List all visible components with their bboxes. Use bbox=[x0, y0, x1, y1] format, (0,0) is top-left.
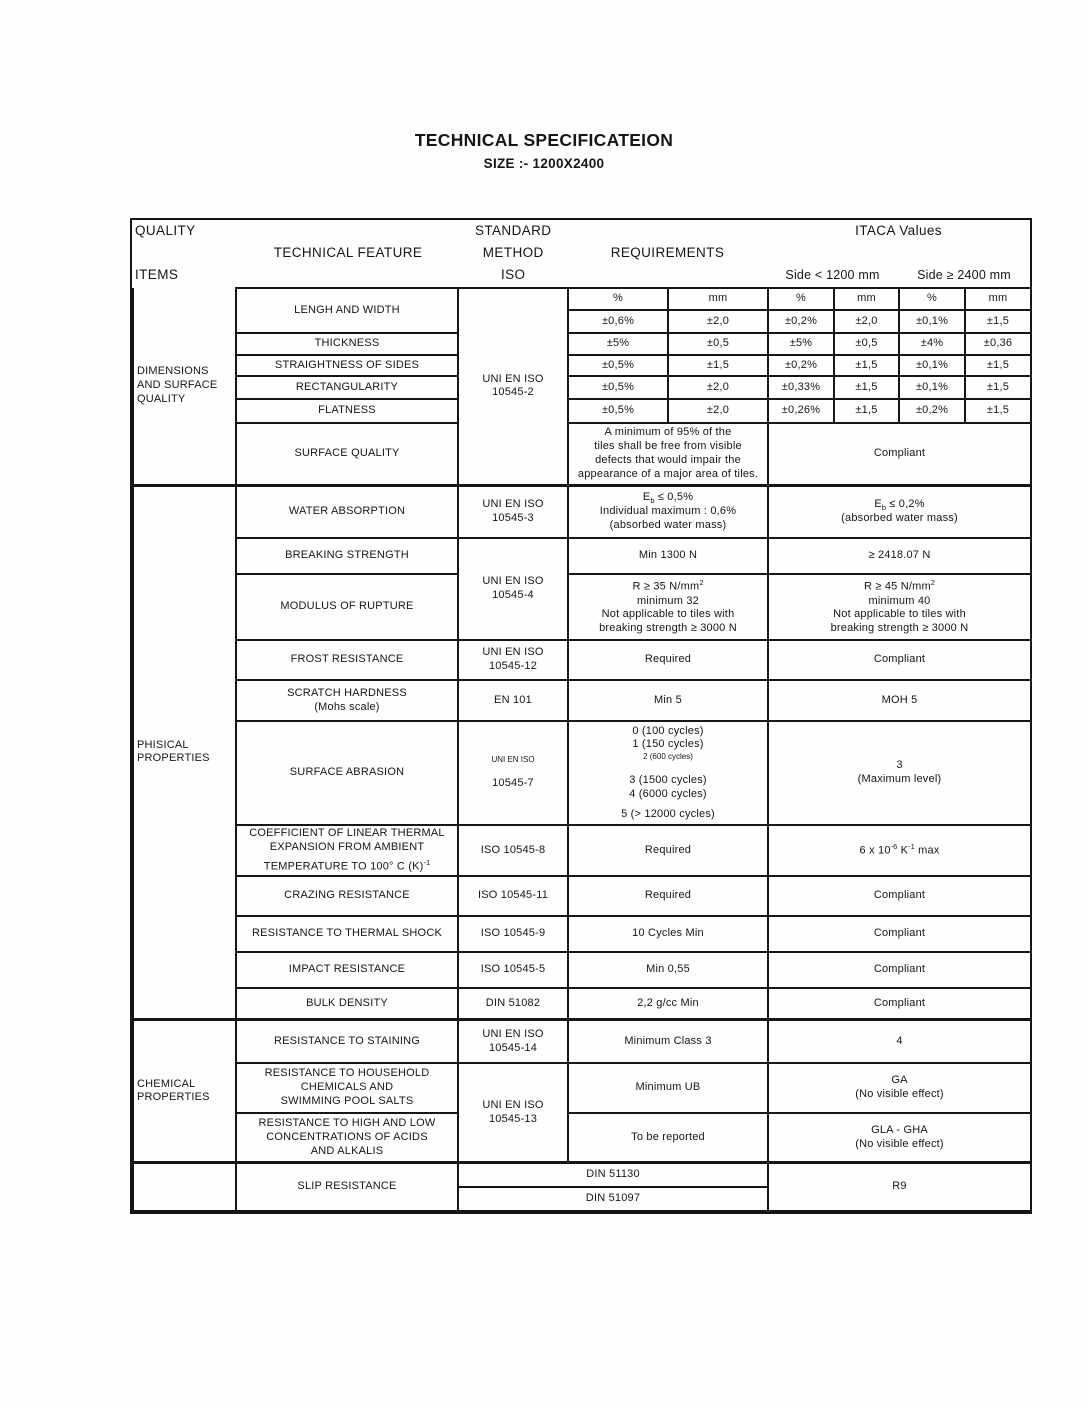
row-frost-resistance bbox=[133, 640, 1031, 680]
feature-cell-crazing: CRAZING RESISTANCE bbox=[236, 876, 458, 916]
abrasion-itaca-line1: 3 bbox=[896, 759, 903, 772]
header-side-labels bbox=[767, 264, 1030, 286]
header-method: METHOD bbox=[482, 245, 544, 260]
coeff-feature-line2: EXPANSION FROM AMBIENT bbox=[269, 840, 425, 853]
feature-cell-modulus: MODULUS OF RUPTURE bbox=[236, 574, 458, 640]
thermal-shock-requirement: 10 Cycles Min bbox=[568, 916, 768, 952]
row-surface-abrasion bbox=[133, 721, 1031, 825]
slip-std-din-51097: DIN 51097 bbox=[458, 1187, 768, 1211]
row-breaking-strength bbox=[133, 538, 1031, 574]
row-rectangularity bbox=[133, 376, 1031, 399]
header-spacer bbox=[568, 264, 767, 286]
std-cell-bulk-density: DIN 51082 bbox=[458, 988, 568, 1020]
std-cell-chemical-resistance: UNI EN ISO 10545-13 bbox=[458, 1063, 568, 1163]
length-itaca1-mm: ±2,0 bbox=[834, 310, 899, 333]
section-cell-phisical: PHISICAL PROPERTIES bbox=[133, 485, 236, 1020]
std-cell-abrasion bbox=[458, 721, 568, 825]
feature-cell-frost: FROST RESISTANCE bbox=[236, 640, 458, 680]
rectangularity-itaca2-mm: ±1,5 bbox=[965, 376, 1031, 399]
water-req-subscript: b bbox=[650, 495, 655, 505]
abrasion-req-line6: 5 (> 12000 cycles) bbox=[621, 807, 715, 820]
feature-cell-straightness: STRAIGHTNESS OF SIDES bbox=[236, 355, 458, 376]
row-thermal-shock bbox=[133, 916, 1031, 952]
feature-cell-slip-resistance: SLIP RESISTANCE bbox=[236, 1163, 458, 1211]
std-cell-breaking-modulus: UNI EN ISO 10545-4 bbox=[458, 538, 568, 640]
modulus-req-line3: Not applicable to tiles with bbox=[601, 608, 735, 621]
row-staining-resistance bbox=[133, 1020, 1031, 1063]
water-itaca-line1 bbox=[771, 498, 1028, 513]
unit-req-pct: % bbox=[568, 288, 668, 310]
feature-cell-bulk-density: BULK DENSITY bbox=[236, 988, 458, 1020]
abrasion-itaca-line2: (Maximum level) bbox=[857, 773, 942, 785]
header-spacer bbox=[135, 242, 238, 264]
header-requirements: REQUIREMENTS bbox=[610, 245, 725, 260]
water-itaca-e: E bbox=[874, 497, 882, 510]
abrasion-requirement bbox=[568, 721, 768, 825]
header-side-lt-1200: Side < 1200 mm bbox=[785, 268, 880, 282]
header-standard: STANDARD bbox=[474, 223, 552, 238]
row-impact-resistance bbox=[133, 952, 1031, 988]
water-req-line3: (absorbed water mass) bbox=[609, 519, 727, 532]
slip-std-din-51130: DIN 51130 bbox=[458, 1163, 768, 1187]
flatness-itaca2-pct: ±0,2% bbox=[899, 399, 965, 423]
header-quality: QUALITY bbox=[135, 223, 196, 238]
modulus-itaca-line1 bbox=[771, 578, 1028, 594]
modulus-req-line1 bbox=[571, 578, 765, 594]
household-itaca-line2: (No visible effect) bbox=[855, 1087, 944, 1100]
row-crazing-resistance bbox=[133, 876, 1031, 916]
row-water-absorption bbox=[133, 485, 1031, 538]
thickness-req-pct: ±5% bbox=[568, 333, 668, 355]
water-req-line2: Individual maximum : 0,6% bbox=[599, 505, 737, 518]
straightness-itaca1-pct: ±0,2% bbox=[768, 355, 834, 376]
rectangularity-req-pct: ±0,5% bbox=[568, 376, 668, 399]
water-itaca-subscript: b bbox=[881, 502, 887, 512]
row-household-chemicals bbox=[133, 1063, 1031, 1113]
household-chemicals-requirement: Minimum UB bbox=[568, 1063, 768, 1113]
modulus-itaca-base: R ≥ 45 N/mm bbox=[863, 580, 931, 593]
coeff-itaca-p3: max bbox=[914, 844, 940, 857]
feature-cell-thermal-shock: RESISTANCE TO THERMAL SHOCK bbox=[236, 916, 458, 952]
section-cell-chemical: CHEMICAL PROPERTIES bbox=[133, 1020, 236, 1163]
water-absorption-itaca bbox=[768, 485, 1031, 538]
surface-quality-requirement: A minimum of 95% of the tiles shall be free from visible defects that would impair the appearance of a major area of tiles. bbox=[568, 423, 768, 485]
header-spacer bbox=[238, 220, 459, 242]
thickness-itaca2-pct: ±4% bbox=[899, 333, 965, 355]
abrasion-req-line2: 1 (150 cycles) bbox=[632, 738, 704, 751]
coeff-itaca-exp2: -1 bbox=[908, 842, 915, 852]
frost-requirement: Required bbox=[568, 640, 768, 680]
thickness-itaca1-mm: ±0,5 bbox=[834, 333, 899, 355]
std-cell-scratch: EN 101 bbox=[458, 680, 568, 721]
coeff-feature-exponent: -1 bbox=[423, 857, 431, 867]
water-req-rest: ≤ 0,5% bbox=[654, 490, 694, 503]
coeff-feature-line3 bbox=[239, 858, 455, 874]
row-modulus-of-rupture bbox=[133, 574, 1031, 640]
feature-cell-surface-quality: SURFACE QUALITY bbox=[236, 423, 458, 485]
feature-cell-breaking-strength: BREAKING STRENGTH bbox=[236, 538, 458, 574]
water-req-line1 bbox=[571, 491, 765, 506]
row-flatness bbox=[133, 399, 1031, 423]
coeff-feature-line1: COEFFICIENT OF LINEAR THERMAL bbox=[249, 827, 445, 839]
coeff-itaca-exp1: -6 bbox=[890, 842, 898, 852]
coeff-feature-base: TEMPERATURE TO 100° C (K) bbox=[263, 860, 424, 873]
household-itaca-line1: GA bbox=[891, 1074, 908, 1087]
acids-alkalis-itaca bbox=[768, 1113, 1031, 1163]
thickness-itaca1-pct: ±5% bbox=[768, 333, 834, 355]
header-spacer bbox=[568, 220, 767, 242]
impact-requirement: Min 0,55 bbox=[568, 952, 768, 988]
abrasion-req-line1: 0 (100 cycles) bbox=[632, 724, 704, 737]
abrasion-std-number: 10545-7 bbox=[492, 777, 534, 790]
household-chemicals-itaca bbox=[768, 1063, 1031, 1113]
row-bulk-density bbox=[133, 988, 1031, 1020]
straightness-req-mm: ±1,5 bbox=[668, 355, 768, 376]
header-col-itaca bbox=[767, 220, 1030, 287]
abrasion-std-name: UNI EN ISO bbox=[491, 755, 535, 765]
header-itaca-values: ITACA Values bbox=[855, 223, 942, 238]
flatness-itaca2-mm: ±1,5 bbox=[965, 399, 1031, 423]
std-cell-frost: UNI EN ISO 10545-12 bbox=[458, 640, 568, 680]
rectangularity-itaca1-pct: ±0,33% bbox=[768, 376, 834, 399]
water-req-e: E bbox=[642, 490, 651, 503]
thermal-expansion-requirement: Required bbox=[568, 825, 768, 876]
header-spacer bbox=[767, 242, 1030, 264]
feature-cell-thermal-expansion bbox=[236, 825, 458, 876]
std-cell-crazing: ISO 10545-11 bbox=[458, 876, 568, 916]
water-absorption-requirement bbox=[568, 485, 768, 538]
header-col-requirements bbox=[568, 220, 767, 287]
feature-cell-length-width: LENGH AND WIDTH bbox=[236, 288, 458, 333]
header-col-quality-items bbox=[132, 220, 238, 287]
unit-itaca1-mm: mm bbox=[834, 288, 899, 310]
document-subtitle: SIZE :- 1200X2400 bbox=[483, 156, 605, 171]
acids-alkalis-requirement: To be reported bbox=[568, 1113, 768, 1163]
row-thermal-expansion bbox=[133, 825, 1031, 876]
modulus-req-exponent: 2 bbox=[699, 578, 704, 588]
flatness-req-mm: ±2,0 bbox=[668, 399, 768, 423]
feature-cell-rectangularity: RECTANGULARITY bbox=[236, 376, 458, 399]
std-cell-staining: UNI EN ISO 10545-14 bbox=[458, 1020, 568, 1063]
modulus-itaca-line2: minimum 40 bbox=[868, 594, 931, 607]
bulk-density-requirement: 2,2 g/cc Min bbox=[568, 988, 768, 1020]
thickness-itaca2-mm: ±0,36 bbox=[965, 333, 1031, 355]
abrasion-req-line3: 2 (600 cycles) bbox=[643, 752, 693, 762]
table-header bbox=[132, 220, 1030, 287]
flatness-req-pct: ±0,5% bbox=[568, 399, 668, 423]
straightness-itaca2-mm: ±1,5 bbox=[965, 355, 1031, 376]
header-spacer bbox=[238, 264, 459, 286]
acids-itaca-line1: GLA - GHA bbox=[871, 1123, 928, 1136]
unit-itaca2-mm: mm bbox=[965, 288, 1031, 310]
row-slip-resistance-1 bbox=[133, 1163, 1031, 1187]
unit-itaca2-pct: % bbox=[899, 288, 965, 310]
abrasion-itaca bbox=[768, 721, 1031, 825]
unit-itaca1-pct: % bbox=[768, 288, 834, 310]
feature-cell-scratch bbox=[236, 680, 458, 721]
coeff-itaca-p1: 6 x 10 bbox=[859, 844, 891, 857]
header-col-technical-feature bbox=[238, 220, 459, 287]
length-req-mm: ±2,0 bbox=[668, 310, 768, 333]
rectangularity-itaca2-pct: ±0,1% bbox=[899, 376, 965, 399]
modulus-itaca bbox=[768, 574, 1031, 640]
feature-cell-flatness: FLATNESS bbox=[236, 399, 458, 423]
scratch-feature-line1: SCRATCH HARDNESS bbox=[287, 686, 407, 699]
std-cell-impact: ISO 10545-5 bbox=[458, 952, 568, 988]
impact-itaca: Compliant bbox=[768, 952, 1031, 988]
row-acids-alkalis bbox=[133, 1113, 1031, 1163]
frost-itaca: Compliant bbox=[768, 640, 1031, 680]
header-technical-feature: TECHNICAL FEATURE bbox=[273, 245, 423, 260]
modulus-req-line4: breaking strength ≥ 3000 N bbox=[599, 622, 737, 635]
feature-cell-impact: IMPACT RESISTANCE bbox=[236, 952, 458, 988]
scratch-itaca: MOH 5 bbox=[768, 680, 1031, 721]
modulus-itaca-line3: Not applicable to tiles with bbox=[833, 608, 966, 621]
breaking-strength-itaca: ≥ 2418.07 N bbox=[768, 538, 1031, 574]
std-cell-thermal-expansion: ISO 10545-8 bbox=[458, 825, 568, 876]
modulus-req-line2: minimum 32 bbox=[637, 594, 699, 607]
straightness-itaca1-mm: ±1,5 bbox=[834, 355, 899, 376]
bulk-density-itaca: Compliant bbox=[768, 988, 1031, 1020]
length-itaca1-pct: ±0,2% bbox=[768, 310, 834, 333]
unit-req-mm: mm bbox=[668, 288, 768, 310]
slip-itaca: R9 bbox=[768, 1163, 1031, 1211]
thermal-shock-itaca: Compliant bbox=[768, 916, 1031, 952]
std-cell-thermal-shock: ISO 10545-9 bbox=[458, 916, 568, 952]
spec-grid bbox=[132, 287, 1032, 1212]
scratch-feature-line2: (Mohs scale) bbox=[314, 700, 380, 713]
straightness-req-pct: ±0,5% bbox=[568, 355, 668, 376]
feature-cell-water-absorption: WATER ABSORPTION bbox=[236, 485, 458, 538]
thermal-expansion-itaca bbox=[768, 825, 1031, 876]
length-req-pct: ±0,6% bbox=[568, 310, 668, 333]
feature-cell-thickness: THICKNESS bbox=[236, 333, 458, 355]
straightness-itaca2-pct: ±0,1% bbox=[899, 355, 965, 376]
flatness-itaca1-pct: ±0,26% bbox=[768, 399, 834, 423]
feature-cell-acids-alkalis: RESISTANCE TO HIGH AND LOW CONCENTRATIONS OF ACIDS AND ALKALIS bbox=[236, 1113, 458, 1163]
abrasion-req-line4: 3 (1500 cycles) bbox=[629, 774, 707, 787]
section-cell-slip-empty bbox=[133, 1163, 236, 1211]
section-cell-dimensions: DIMENSIONS AND SURFACE QUALITY bbox=[133, 288, 236, 485]
modulus-req-base: R ≥ 35 N/mm bbox=[632, 580, 700, 593]
header-side-ge-2400: Side ≥ 2400 mm bbox=[917, 268, 1011, 282]
modulus-itaca-exponent: 2 bbox=[930, 578, 936, 588]
row-scratch-hardness bbox=[133, 680, 1031, 721]
water-itaca-rest: ≤ 0,2% bbox=[886, 497, 925, 510]
row-straightness bbox=[133, 355, 1031, 376]
std-cell-dimensions: UNI EN ISO 10545-2 bbox=[458, 288, 568, 485]
spec-table bbox=[130, 218, 1032, 1214]
thickness-req-mm: ±0,5 bbox=[668, 333, 768, 355]
crazing-requirement: Required bbox=[568, 876, 768, 916]
feature-cell-household-chemicals: RESISTANCE TO HOUSEHOLD CHEMICALS AND SWIMMING POOL SALTS bbox=[236, 1063, 458, 1113]
row-thickness bbox=[133, 333, 1031, 355]
water-itaca-line2: (absorbed water mass) bbox=[841, 512, 958, 525]
feature-cell-staining: RESISTANCE TO STAINING bbox=[236, 1020, 458, 1063]
std-cell-water-absorption: UNI EN ISO 10545-3 bbox=[458, 485, 568, 538]
staining-itaca: 4 bbox=[768, 1020, 1031, 1063]
flatness-itaca1-mm: ±1,5 bbox=[834, 399, 899, 423]
document-title: TECHNICAL SPECIFICATEION bbox=[414, 130, 674, 150]
coeff-itaca-p2: K bbox=[897, 844, 909, 857]
modulus-itaca-line4: breaking strength ≥ 3000 N bbox=[830, 622, 969, 635]
abrasion-req-line5: 4 (6000 cycles) bbox=[629, 787, 707, 800]
header-items: ITEMS bbox=[135, 267, 179, 282]
breaking-strength-requirement: Min 1300 N bbox=[568, 538, 768, 574]
acids-itaca-line2: (No visible effect) bbox=[855, 1137, 944, 1150]
staining-requirement: Minimum Class 3 bbox=[568, 1020, 768, 1063]
row-surface-quality bbox=[133, 423, 1031, 485]
scratch-requirement: Min 5 bbox=[568, 680, 768, 721]
feature-cell-abrasion: SURFACE ABRASION bbox=[236, 721, 458, 825]
surface-quality-itaca: Compliant bbox=[768, 423, 1031, 485]
header-iso: ISO bbox=[500, 267, 526, 282]
length-itaca2-mm: ±1,5 bbox=[965, 310, 1031, 333]
rectangularity-req-mm: ±2,0 bbox=[668, 376, 768, 399]
rectangularity-itaca1-mm: ±1,5 bbox=[834, 376, 899, 399]
crazing-itaca: Compliant bbox=[768, 876, 1031, 916]
header-col-standard-method bbox=[458, 220, 567, 287]
length-itaca2-pct: ±0,1% bbox=[899, 310, 965, 333]
row-dim-units bbox=[133, 288, 1031, 310]
modulus-requirement bbox=[568, 574, 768, 640]
